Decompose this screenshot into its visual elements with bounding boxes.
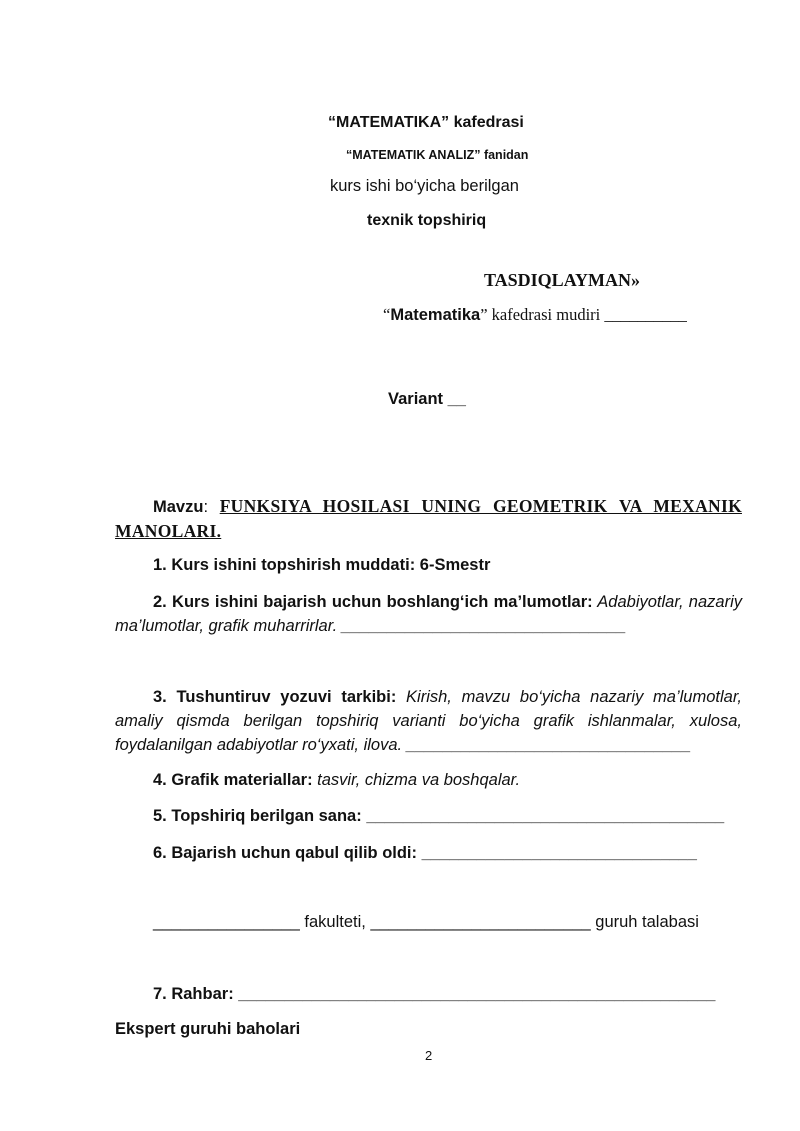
item-3-label: 3. Tushuntiruv yozuvi tarkibi: (153, 688, 397, 706)
page-number: 2 (425, 1048, 433, 1063)
item-3 (115, 685, 742, 757)
item-1: 1. Kurs ishini topshirish muddati: 6-Smestr (153, 556, 491, 574)
topic-label: Mavzu (153, 498, 204, 516)
item-4-label: 4. Grafik materiallar: (153, 771, 313, 789)
item-6: 6. Bajarish uchun qabul qilib oldi: ______________________________ (153, 844, 697, 862)
variant-label: Variant __ (388, 390, 466, 408)
department-title: “MATEMATIKA” kafedrasi (328, 114, 524, 131)
course-line: kurs ishi bo‘yicha berilgan (330, 177, 519, 195)
quote-close: ” (480, 305, 488, 324)
topic-paragraph (115, 494, 742, 544)
quote-open: “ (383, 305, 391, 324)
expert-label: Ekspert guruhi baholari (115, 1020, 301, 1038)
item-5: 5. Topshiriq berilgan sana: _______________________________________ (153, 807, 725, 825)
item-2-label: 2. Kurs ishini bajarish uchun boshlang‘ich ma’lumotlar: (153, 593, 593, 611)
item-4-text: tasvir, chizma va boshqalar. (312, 771, 521, 789)
topic-colon: : (203, 498, 209, 516)
approval-title: TASDIQLAYMAN» (484, 270, 641, 290)
item-3-text: Kirish, mavzu bo‘yicha nazariy ma’lumotlar, amaliy qismda berilgan topshiriq varianti bo‘yicha grafik ishlanmalar, xulosa, foydalanilgan adabiyotlar ro‘yxati, ilova. _______________________________ (115, 688, 742, 754)
task-title: texnik topshiriq (367, 212, 487, 229)
head-department-name: Matematika (390, 306, 481, 324)
item-4 (153, 771, 520, 790)
supervisor-line: 7. Rahbar: ____________________________________________________ (153, 985, 716, 1003)
item-2-text: Adabiyotlar, nazariy ma’lumotlar, grafik muharrirlar. _______________________________ (115, 593, 742, 635)
approval-head-line (383, 305, 687, 325)
subject-title: “MATEMATIK ANALIZ” fanidan (346, 148, 529, 162)
item-2 (115, 590, 742, 638)
student-line: ________________ fakulteti, ________________________ guruh talabasi (153, 913, 699, 931)
head-position: kafedrasi mudiri __________ (487, 305, 687, 324)
topic-text: FUNKSIYA HOSILASI UNING GEOMETRIK VA MEXANIK MANOLARI. (115, 496, 742, 541)
